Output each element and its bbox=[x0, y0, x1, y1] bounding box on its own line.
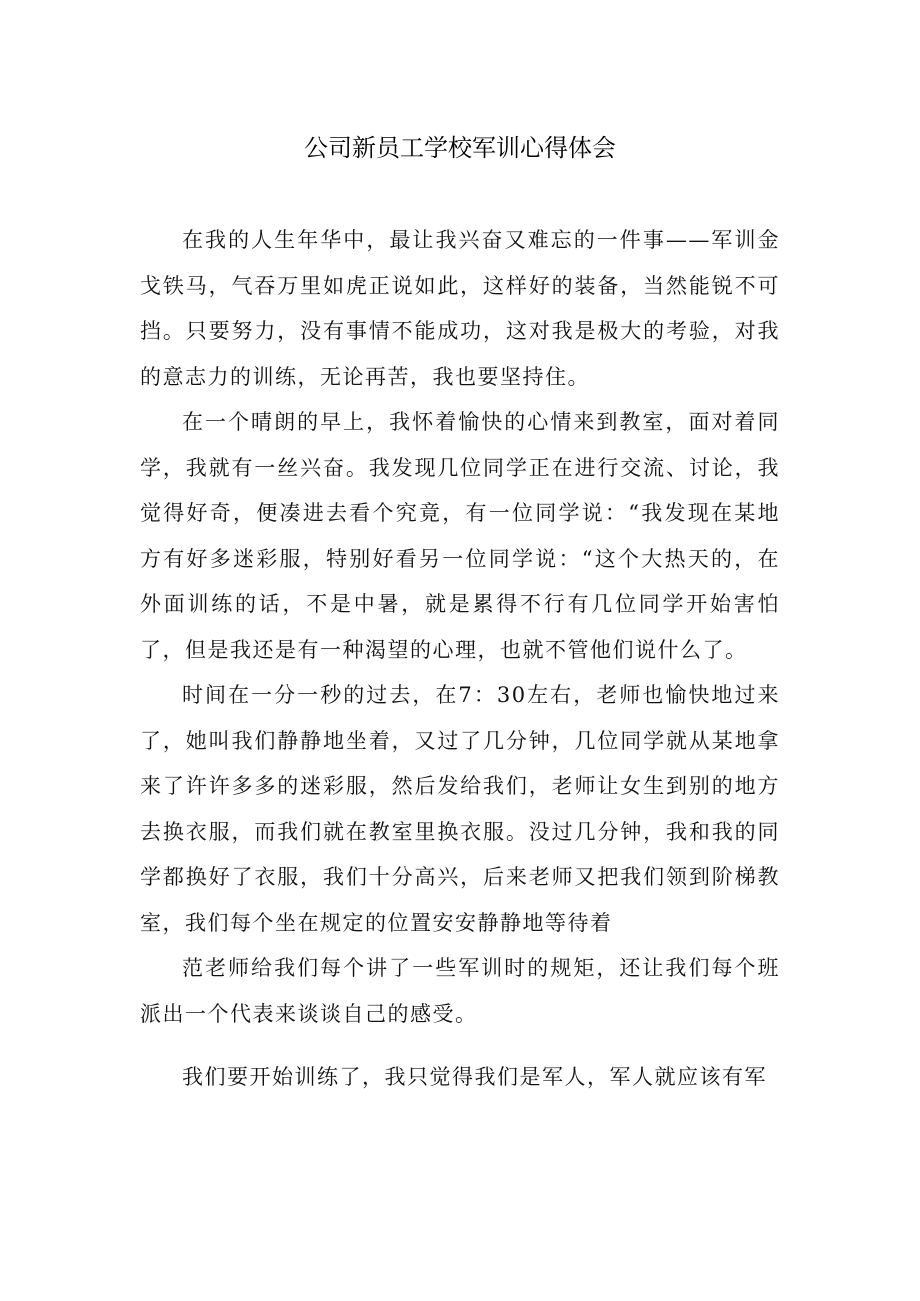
document-body bbox=[140, 218, 780, 1101]
paragraph-2: 在一个晴朗的早上，我怀着愉快的心情来到教室，面对着同学，我就有一丝兴奋。我发现几位同学正在进行交流、讨论，我觉得好奇，便凑进去看个究竟，有一位同学说：“我发现在某地方有好多迷彩服，特别好看另一位同学说：“这个大热天的，在外面训练的话，不是中暑，就是累得不行有几位同学开始害怕了，但是我还是有一种渴望的心理，也就不管他们说什么了。 bbox=[140, 410, 780, 662]
paragraph-3: 时间在一分一秒的过去，在7：30左右，老师也愉快地过来了，她叫我们静静地坐着，又过了几分钟，几位同学就从某地拿来了许许多多的迷彩服，然后发给我们，老师让女生到别的地方去换衣服，而我们就在教室里换衣服。没过几分钟，我和我的同学都换好了衣服，我们十分高兴，后来老师又把我们领到阶梯教室，我们每个坐在规定的位置安安静静地等待着 bbox=[140, 683, 780, 935]
paragraph-5: 我们要开始训练了，我只觉得我们是军人，军人就应该有军 bbox=[182, 1065, 767, 1089]
paragraph-4: 范老师给我们每个讲了一些军训时的规矩，还让我们每个班派出一个代表来谈谈自己的感受。 bbox=[140, 956, 780, 1026]
document-title: 公司新员工学校军训心得体会 bbox=[304, 134, 616, 162]
paragraph-1: 在我的人生年华中，最让我兴奋又难忘的一件事——军训金戈铁马，气吞万里如虎正说如此，这样好的装备，当然能锐不可挡。只要努力，没有事情不能成功，这对我是极大的考验，对我的意志力的训练，无论再苦，我也要坚持住。 bbox=[140, 228, 780, 389]
